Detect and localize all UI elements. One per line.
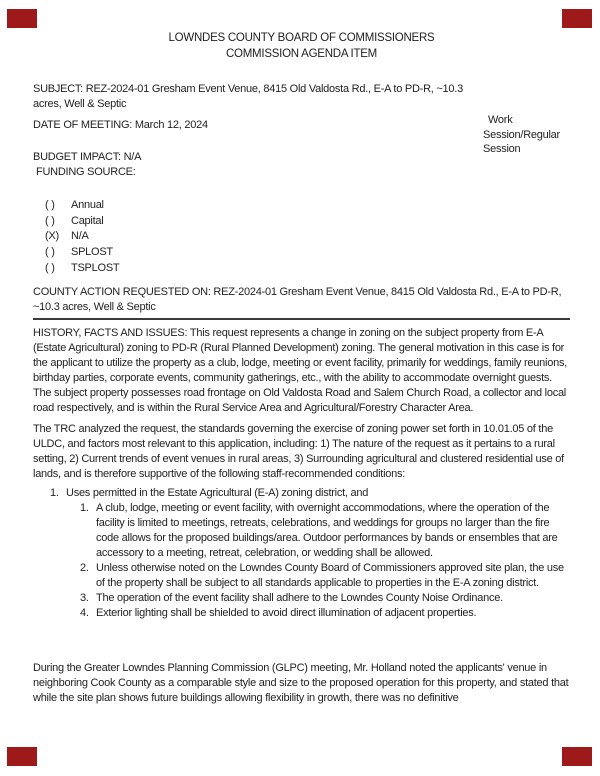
document-title-line2: COMMISSION AGENDA ITEM (225, 48, 378, 60)
county-action-line: COUNTY ACTION REQUESTED ON: REZ-2024-01 Gresham Event Venue, 8415 Old Valdosta Rd., E-A to PD-R, ~10.3 acres, Well & Septic (33, 285, 562, 313)
document-title (33, 30, 570, 62)
subject-line: SUBJECT: REZ-2024-01 Gresham Event Venue, 8415 Old Valdosta Rd., E-A to PD-R, ~10.3 acres, Well & Septic (33, 83, 463, 110)
funding-option-label: Annual (71, 199, 104, 211)
document-content (33, 30, 570, 706)
list-number: 1. (80, 501, 89, 514)
checkbox-mark: ( ) (45, 199, 55, 211)
list-number: 3. (80, 591, 89, 604)
condition-text: A club, lodge, meeting or event facility, with overnight accommodations, where the operation of the facility is limited to meetings, retreats, celebrations, and weddings for groups no larger than the fire code allows for the proposed buildings/area. Outdoor performances by bands or ensembles that are accessory to a meeting, retreat, celebration, or wedding shall be allowed. (96, 501, 558, 559)
funding-option-tsplost (33, 261, 570, 277)
session-type: Work Session/Regular Session (483, 114, 560, 156)
list-item-uses-permitted (33, 486, 570, 501)
funding-option-label: Capital (71, 214, 104, 227)
condition-text: The operation of the event facility shall adhere to the Lowndes County Noise Ordinance. (96, 591, 503, 604)
section-divider (33, 318, 570, 320)
corner-marker-top-left (7, 9, 37, 28)
history-paragraph: HISTORY, FACTS AND ISSUES: This request represents a change in zoning on the subject property from E-A (Estate Agricultural) zoning to PD-R (Rural Planned Development) zoning. The general motivation in this case is for the applicant to utilize the property as a club, lodge, meeting or event facility, primarily for weddings, family reunions, birthday parties, corporate events, community gatherings, etc., with the ability to accommodate overnight guests. The subject property possesses road frontage on Old Valdosta Road and Salem Church Road, a collector and local road respectively, and is within the Rural Service Area and Agricultural/Forestry Character Area. (33, 326, 567, 414)
checkbox-mark-checked: (X) (45, 230, 59, 243)
funding-option-label: N/A (71, 230, 89, 243)
closing-paragraph: During the Greater Lowndes Planning Commission (GLPC) meeting, Mr. Holland noted the applicants' venue in neighboring Cook County as a comparable style and size to the proposed operation for this property, and stated that while the site plan shows future buildings allowing flexibility in growth, there was no definitive (33, 661, 569, 704)
corner-marker-bottom-right (562, 747, 592, 766)
list-number: 2. (80, 561, 89, 574)
condition-item-4 (33, 606, 570, 621)
checkbox-mark: ( ) (45, 246, 55, 259)
condition-item-3 (33, 591, 570, 606)
funding-source-label: FUNDING SOURCE: (36, 166, 136, 178)
checkbox-mark: ( ) (45, 261, 55, 274)
list-number: 1. (50, 486, 59, 499)
funding-option-label: TSPLOST (71, 261, 120, 274)
checkbox-mark: ( ) (45, 214, 55, 227)
date-of-meeting: DATE OF MEETING: March 12, 2024 (33, 119, 208, 131)
list-item-text: Uses permitted in the Estate Agricultural (E-A) zoning district, and (66, 486, 369, 499)
condition-item-1 (33, 501, 570, 561)
staff-conditions-list (33, 486, 570, 621)
funding-options-list (33, 198, 570, 277)
funding-option-na (33, 229, 570, 245)
budget-impact: BUDGET IMPACT: N/A (33, 151, 142, 163)
condition-text: Exterior lighting shall be shielded to avoid direct illumination of adjacent properties. (96, 606, 477, 619)
funding-option-splost (33, 245, 570, 261)
document-title-line1: LOWNDES COUNTY BOARD OF COMMISSIONERS (168, 32, 435, 44)
funding-option-annual (33, 198, 570, 214)
corner-marker-bottom-left (7, 747, 37, 766)
condition-text: Unless otherwise noted on the Lowndes County Board of Commissioners approved site plan, the use of the property shall be subject to all standards applicable to properties in the E-A zoning district. (96, 561, 564, 589)
funding-option-capital (33, 214, 570, 230)
list-number: 4. (80, 606, 89, 619)
corner-marker-top-right (562, 9, 592, 28)
trc-paragraph: The TRC analyzed the request, the standards governing the exercise of zoning power set forth in 10.01.05 of the ULDC, and factors most relevant to this application, including: 1) The nature of the request as it pertains to a rural setting, 2) Current trends of event venues in rural areas, 3) Surrounding agricultural and clustered residential use of lands, and is therefore supportive of the following staff-recommended conditions: (33, 422, 564, 480)
condition-item-2 (33, 561, 570, 591)
funding-option-label: SPLOST (71, 246, 113, 259)
